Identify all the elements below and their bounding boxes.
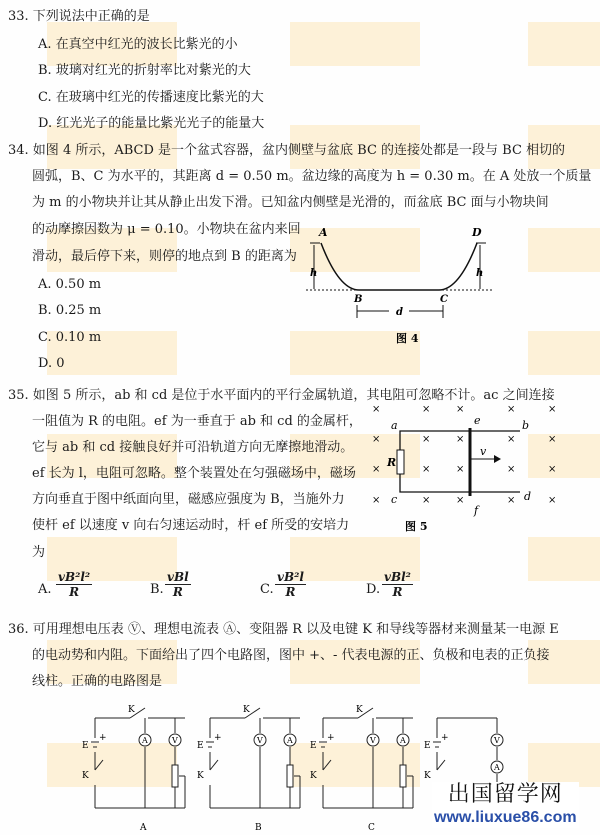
q34-line: 34. 如图 4 所示，ABCD 是一个盆式容器，盆内侧壁与盆底 BC 的连接处都是一段与 BC 相切的 bbox=[8, 143, 566, 158]
label-K: K bbox=[356, 705, 363, 715]
q33-option-a: A. 在真空中红光的波长比紫光的小 bbox=[38, 37, 238, 52]
q35-option-c-letter: C. bbox=[260, 582, 274, 597]
denominator: R bbox=[285, 585, 296, 599]
q33-stem: 33. 下列说法中正确的是 bbox=[8, 9, 150, 24]
wire bbox=[210, 760, 218, 770]
q35-option-d-letter: D. bbox=[366, 582, 381, 597]
label-K: K bbox=[424, 771, 431, 781]
field-cross: × bbox=[372, 434, 381, 445]
circuit-caption: A bbox=[140, 823, 147, 833]
q34-option-c: C. 0.10 m bbox=[38, 330, 102, 345]
plus-sign: + bbox=[99, 733, 107, 743]
field-cross: × bbox=[372, 495, 381, 506]
numerator: vB²l bbox=[277, 570, 304, 584]
ammeter-label: A bbox=[494, 763, 500, 772]
q34-line: 圆弧，B、C 为水平的，其距离 d = 0.50 m。盆边缘的高度为 h = 0.30 m。在 A 处放一个质量 bbox=[32, 169, 592, 184]
field-cross: × bbox=[372, 464, 381, 475]
ammeter-label: A bbox=[287, 736, 293, 745]
label-d: d bbox=[396, 307, 403, 318]
field-cross: × bbox=[456, 464, 465, 475]
label-A: A bbox=[319, 226, 328, 239]
numerator: vBl² bbox=[384, 570, 411, 584]
rheostat-icon bbox=[287, 765, 293, 787]
plus-sign: + bbox=[327, 733, 335, 743]
q35-line: ef 长为 l，电阻可忽略。整个装置处在匀强磁场中，磁场 bbox=[32, 466, 356, 481]
wire bbox=[323, 760, 331, 770]
label-h-left: h bbox=[310, 268, 318, 279]
label-K: K bbox=[128, 705, 135, 715]
label-E: E bbox=[310, 741, 317, 751]
label-b: b bbox=[522, 419, 530, 432]
q35-line: 一阻值为 R 的电阻。ef 为一垂直于 ab 和 cd 的金属杆， bbox=[32, 414, 362, 429]
numerator: vB²l² bbox=[58, 570, 91, 584]
denominator: R bbox=[392, 585, 403, 599]
field-cross: × bbox=[507, 434, 516, 445]
q35-line: 使杆 ef 以速度 v 向右匀速运动时，杆 ef 所受的安培力 bbox=[32, 518, 350, 533]
denominator: R bbox=[69, 585, 80, 599]
plus-sign: + bbox=[441, 733, 449, 743]
field-cross: × bbox=[507, 404, 516, 415]
voltmeter-label: V bbox=[172, 736, 178, 745]
label-v: v bbox=[480, 445, 487, 458]
figure-4-caption: 图 4 bbox=[396, 332, 419, 345]
ammeter-label: A bbox=[142, 736, 148, 745]
q35-line: 方向垂直于图中纸面向里，磁感应强度为 B，当施外力 bbox=[32, 492, 345, 507]
label-c: c bbox=[391, 493, 398, 506]
field-cross: × bbox=[548, 464, 557, 475]
plus-sign: + bbox=[214, 733, 222, 743]
field-cross: × bbox=[548, 495, 557, 506]
label-K: K bbox=[82, 771, 89, 781]
label-D: D bbox=[472, 226, 482, 239]
voltmeter-label: V bbox=[370, 736, 376, 745]
wire bbox=[95, 760, 103, 770]
q34-option-d: D. 0 bbox=[38, 356, 65, 371]
field-cross: × bbox=[507, 495, 516, 506]
field-cross: × bbox=[422, 434, 431, 445]
label-E: E bbox=[424, 741, 431, 751]
label-a: a bbox=[391, 419, 398, 432]
label-K: K bbox=[197, 771, 204, 781]
q36-line: 的电动势和内阻。下面给出了四个电路图，图中 +、- 代表电源的正、负极和电表的正负接 bbox=[32, 648, 550, 663]
q35-option-b-letter: B. bbox=[150, 582, 164, 597]
field-cross: × bbox=[548, 404, 557, 415]
q36-line: 36. 可用理想电压表 Ⓥ、理想电流表 Ⓐ、变阻器 R 以及电键 K 和导线等器材来测量某一电源 E bbox=[8, 622, 559, 637]
label-K: K bbox=[243, 705, 250, 715]
label-K: K bbox=[310, 771, 317, 781]
site-logo-name: 出国留学网 bbox=[447, 782, 563, 807]
field-cross: × bbox=[422, 404, 431, 415]
circuit-caption: C bbox=[368, 823, 375, 833]
field-cross: × bbox=[548, 434, 557, 445]
field-cross: × bbox=[456, 404, 465, 415]
q33-option-c: C. 在玻璃中红光的传播速度比紫光的大 bbox=[38, 90, 264, 105]
field-cross: × bbox=[422, 495, 431, 506]
q34-option-a: A. 0.50 m bbox=[38, 277, 102, 292]
site-logo-url: www.liuxue86.com bbox=[434, 809, 577, 826]
q35-option-a-letter: A. bbox=[38, 582, 52, 597]
label-B: B bbox=[354, 294, 363, 305]
q34-line: 滑动，最后停下来，则停的地点到 B 的距离为 bbox=[32, 249, 297, 264]
figure-5-caption: 图 5 bbox=[405, 520, 428, 533]
label-C: C bbox=[440, 294, 448, 305]
label-d: d bbox=[524, 490, 532, 503]
numerator: vBl bbox=[167, 570, 189, 584]
label-R: R bbox=[387, 456, 397, 469]
voltmeter-label: V bbox=[257, 736, 263, 745]
rheostat-icon bbox=[400, 765, 406, 787]
q35-line: 为 bbox=[32, 545, 46, 560]
rheostat-icon bbox=[172, 765, 178, 787]
wire bbox=[437, 760, 445, 770]
q33-option-b: B. 玻璃对红光的折射率比对紫光的大 bbox=[38, 63, 251, 78]
label-e: e bbox=[474, 414, 481, 427]
q35-line: 它与 ab 和 cd 接触良好并可沿轨道方向无摩擦地滑动。 bbox=[32, 440, 354, 455]
label-E: E bbox=[82, 741, 89, 751]
voltmeter-label: V bbox=[494, 736, 500, 745]
circuit-caption: B bbox=[255, 823, 262, 833]
field-cross: × bbox=[456, 434, 465, 445]
label-f: f bbox=[474, 504, 479, 517]
ammeter-label: A bbox=[400, 736, 406, 745]
q34-line: 的动摩擦因数为 μ = 0.10。小物块在盆内来回 bbox=[32, 222, 301, 237]
label-h-right: h bbox=[476, 268, 484, 279]
field-cross: × bbox=[422, 464, 431, 475]
field-cross: × bbox=[507, 464, 516, 475]
q34-line: 为 m 的小物块并让其从静止出发下滑。已知盆内侧壁是光滑的，而盆底 BC 面与小物块间 bbox=[32, 195, 549, 210]
q34-option-b: B. 0.25 m bbox=[38, 303, 102, 318]
q33-option-d: D. 红光光子的能量比紫光光子的能量大 bbox=[38, 116, 265, 131]
field-cross: × bbox=[456, 495, 465, 506]
field-cross: × bbox=[372, 404, 381, 415]
q36-line: 线柱。正确的电路图是 bbox=[32, 674, 163, 689]
label-E: E bbox=[197, 741, 204, 751]
q35-line: 35. 如图 5 所示，ab 和 cd 是位于水平面内的平行金属轨道，其电阻可忽略不计。ac 之间连接 bbox=[8, 388, 555, 403]
site-logo bbox=[432, 782, 579, 828]
denominator: R bbox=[172, 585, 183, 599]
